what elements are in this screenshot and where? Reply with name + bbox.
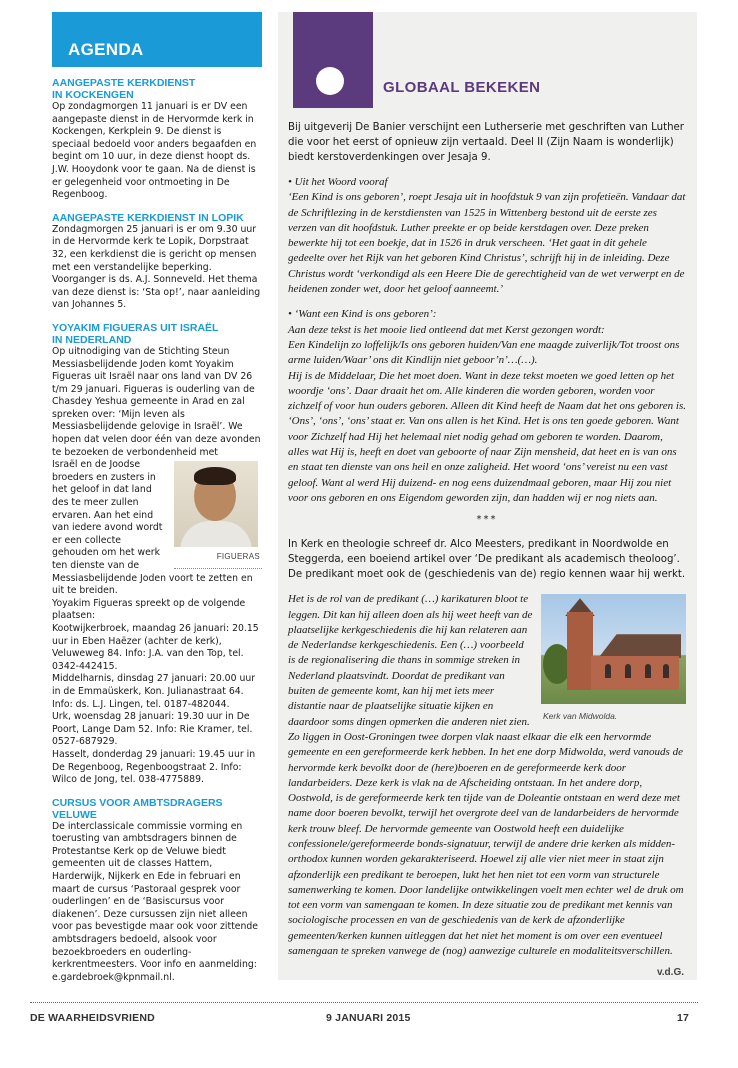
footer-divider xyxy=(30,1002,698,1003)
quote-paragraph: Kerk van Midwolda. Het is de rol van de predikant (…) karikaturen bloot te leggen. Dit kan hij alleen doen als hij weet heeft van de plaatselijke kerkgeschiedenis die hij kan relateren aan de Nederlandse kerkgeschiedenis. Een (…) voorbeeld is de regionalisering die thans in sommige streken in Nederland plaatsvindt. Doordat de predikant van buiten de gemeente komt, kan hij met iets meer distantie naar de plaatselijke situatie kijken en daardoor soms dingen opmerken die anderen niet zien. Zo liggen in Oost-Groningen twee dorpen vlak naast elkaar die elk een hervormde gemeente en een gereformeerde kerk hebben. In het ene dorp Midwolda, werd vanouds de hervormde kerk bevolkt door de (here)boeren en de gereformeerde kerk door landarbeiders. Deze kerk is vlak na de Afscheiding ontstaan. In het andere dorp, Oostwold, is de gereformeerde kerk ten tijde van de Doleantie ontstaan en werd deze met name door boeren bevolkt, terwijl het overgrote deel van de landarbeiders de hervormde kerk trouw bleef. De hervormde gemeente van Oostwold heeft een duidelijke confessionele/gereformeerde bonds-signatuur, terwijl de andere drie kerken als midden-orthodox kunnen worden gekarakteriseerd. Hoewel zij alle vier niet meer in staat zijn afzonderlijk een predikant te beroepen, lukt het hen niet tot een vorm van structurele samenwerking te komen. Door landelijke ontwikkelingen voelt men echter wel de druk om tot een vorm van samengaan te komen. In deze situatie zou de predikant met kennis van sociologische processen en van de geschiedenis van de kerk de afzonderlijke gemeenten/kerken kunnen uitleggen dat het niet het moment is om over een eventueel samengaan te spreken vanwege de (nog) aanwezige culturele en modaliteitsverschillen. xyxy=(288,592,686,959)
agenda-item-body: Zondagmorgen 25 januari is er om 9.30 uur in de Hervormde kerk te Lopik, Dorpstraat 32, een kerkdienst die is gericht op mensen met een verstandelijke beperking. Voorganger is ds. A.J. Sonneveld. Het thema van deze dienst is: ‘Sta op!’, naar aanleiding van Johannes 5. xyxy=(52,223,261,311)
agenda-item-lopik xyxy=(52,212,262,312)
article-body xyxy=(288,120,686,978)
agenda-item-title: YOYAKIM FIGUERAS UIT ISRAËL IN NEDERLAND xyxy=(52,321,219,346)
agenda-item-body: De interclassicale commissie vorming en toerusting van ambtsdragers binnen de Protestantse Kerk op de Veluwe biedt gemeenten uit de classes Hattem, Harderwijk, Nijkerk en Ede in februari en maart de cursus ‘Pastoraal gesprek voor ouderlingen’ en de ‘Basiscursus voor diakenen’. Deze cursussen zijn niet alleen voor pas bevestigde maar ook voor zittende ambtsdragers bedoeld, alsook voor bezoekbroeders en ouderling-kerkrentmeesters. Voor info en aanmelding: e.gardebroek@kpnmail.nl. xyxy=(52,820,259,983)
agenda-item-title: AANGEPASTE KERKDIENST IN LOPIK xyxy=(52,211,244,224)
footer-magazine-name: DE WAARHEIDSVRIEND xyxy=(30,1012,155,1024)
globaal-bekeken-panel xyxy=(278,12,697,980)
footer-date: 9 JANUARI 2015 xyxy=(326,1012,411,1024)
church-figure xyxy=(541,594,686,724)
church-caption: Kerk van Midwolda. xyxy=(543,711,618,722)
agenda-item-body: Op uitnodiging van de Stichting Steun Messiasbelijdende Joden komt Yoyakim Figueras uit Israël naar ons land van DV 26 t/m 29 januari. Figueras is ouderling van de Chasdey Yeshua gemeente in Arad en zal spreken over: ‘Mijn leven als Messiasbelijdende gelovige in Israël’. We hopen dat velen door één van deze avonden te bezoeken de verbondenheid met FIGUERAS Israël en de Joodse broeders en zusters in het geloof in dat land des te meer zullen ervaren. Aan het eind van iedere avond wordt er een collecte gehouden om het werk ten dienste van de Messiasbelijdende Joden voort te zetten en uit te breiden. Yoyakim Figueras spreekt op de volgende plaatsen: Kootwijkerbroek, maandag 26 januari: 20.15 uur in Eben Haëzer (achter de kerk), Veluweweg 84. Info: J.A. van den Top, tel. 0342-442415. Middelharnis, dinsdag 27 januari: 20.00 uur in de Emmaüskerk, Kon. Julianastraat 64. Info: ds. L.J. Lingen, tel. 0187-482044. Urk, woensdag 28 januari: 19.30 uur in De Poort, Lange Dam 52. Info: Rie Kramer, tel. 0527-687929. Hasselt, donderdag 29 januari: 19.45 uur in De Regenboog, Regenboogstraat 2. Info: Wilco de Jong, tel. 038-4775889. xyxy=(52,345,261,786)
agenda-header: AGENDA xyxy=(52,12,262,67)
portrait-figure xyxy=(174,461,262,569)
church-photo xyxy=(541,594,686,704)
intro-paragraph: Bij uitgeverij De Banier verschijnt een Lutherserie met geschriften van Luther die voor het eerst of opnieuw zijn vertaald. Deel II (Zijn Naam is wonderlijk) biedt kerstoverdenkingen over Jesaja 9. xyxy=(288,122,684,163)
agenda-item-kockengen xyxy=(52,77,262,202)
agenda-item-title: AANGEPASTE KERKDIENST IN KOCKENGEN xyxy=(52,77,196,101)
agenda-item-title: CURSUS VOOR AMBTSDRAGERS VELUWE xyxy=(52,796,223,821)
section-divider: *** xyxy=(476,514,498,526)
agenda-item-body: Op zondagmorgen 11 januari is er DV een aangepaste dienst in de Hervormde kerk in Kockengen, Kerkplein 9. De dienst is speciaal bedoeld voor anders begaafden en begint om 10 uur, in deze dienst hoopt ds. J.W. Hooydonk voor te gaan. Na de dienst is er gelegenheid voor ontmoeting in De Regenboog. xyxy=(52,101,257,201)
quote-paragraph: Hij is de Middelaar, Die het moet doen. Want in deze tekst moeten we goed letten op het woordje ‘ons’. Daar draait het om. Alle kinderen die worden geboren, worden voor zichzelf of voor hun ouders geboren. Alleen dit Kind heeft de Naam dat het ons geboren is. ‘Ons’, ‘ons’, ‘ons’ staat er. Van ons allen is het Kind. Het is ons ten goede geboren. Want voor Zichzelf had Hij het helemaal niet nodig gehad om geboren te worden. Daarom, alles wat Hij is, heeft en doet van geboorte of naar Zijn mensheid, dat heet en is van ons en staat ten dienste van ons heil en onze zaligheid. Het woord ‘ons’ vereist nu een vast geloof. Want al werd Hij duizend- en nog eens duizendmaal geboren, maar Hij zou niet voor ons geboren en ons Eigendom geworden zijn, dan hadden wij er nog niets aan. xyxy=(288,369,686,504)
song-quote: Een Kindelijn zo loffelijk/Is ons geboren huiden/Van ene maagde zuiverlijk/Tot troost ons arme luiden/Waar’ ons dit Kindlijn niet geboor’n’…(…). xyxy=(288,338,680,367)
footer-page-number: 17 xyxy=(677,1012,690,1024)
agenda-item-cursus xyxy=(52,797,262,985)
author-signature: v.d.G. xyxy=(656,967,684,979)
portrait-photo xyxy=(174,461,258,547)
quote-line: Aan deze tekst is het mooie lied ontleend dat met Kerst gezongen wordt: xyxy=(288,323,605,336)
agenda-column xyxy=(52,12,262,984)
section-logo-block xyxy=(293,12,373,108)
article-paragraph: In Kerk en theologie schreef dr. Alco Meesters, predikant in Noordwolde en Steggerda, een boeiend artikel over ‘De predikant als academisch theoloog’. De predikant moet ook de (geschiedenis van de) regio kennen waar hij werkt. xyxy=(288,539,686,581)
quote-heading: • ‘Want een Kind is ons geboren’: xyxy=(288,308,437,321)
section-title: GLOBAAL BEKEKEN xyxy=(383,79,541,96)
circle-icon xyxy=(316,67,344,95)
quote-heading: • Uit het Woord vooraf xyxy=(288,176,388,188)
agenda-item-figueras xyxy=(52,322,262,787)
quote-paragraph: ‘Een Kind is ons geboren’, roept Jesaja uit in hoofdstuk 9 van zijn profetieën. Vandaar dat de Schriftlezing in de kerstdiensten van 1525 in Wittenberg bestond uit de eerste zes verzen van dit hoofdstuk. Luther preekte er op beide kerstdagen over. Deze preken bewerkte hij tot een boekje, dat in 1526 in druk verscheen. ‘Het gaat in dit gehele gedeelte over het Rijk van het geboren Kind Christus’, schrijft hij in de inleiding. Deze Christus wordt ‘verkondigd als een Heere Die de gerechtigheid van de wet verwerpt en de heidenen zonder wet, door het geloof aanneemt.’ xyxy=(288,191,686,296)
portrait-caption: FIGUERAS xyxy=(174,547,262,569)
